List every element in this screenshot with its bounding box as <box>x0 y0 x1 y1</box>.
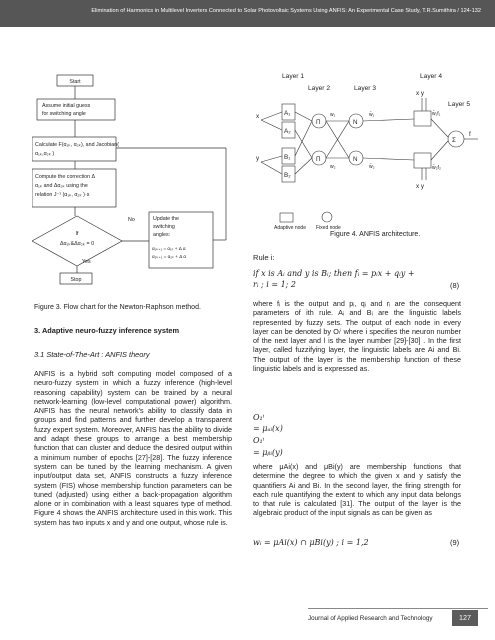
update-line2: switching <box>153 224 175 230</box>
wf2-label: w̄₂f₂ <box>432 165 441 171</box>
layer2-label: Layer 2 <box>308 85 330 92</box>
page-footer <box>300 608 495 627</box>
correction-line1: Compute the correction Δ <box>35 174 96 180</box>
node-b2: B₂ <box>284 172 291 179</box>
equation-9: wᵢ = μAi(x) ∩ μBi(y) ; i = 1,2 <box>253 538 369 547</box>
figure3-caption: Figure 3. Flow chart for the Newton-Raphson method. <box>34 304 201 311</box>
rule-equation-line1: if x is Aᵢ and y is Bᵢ; then fᵢ = pᵢx + qᵢy + <box>253 269 415 278</box>
page-number: 127 <box>452 610 478 626</box>
anfis-architecture-diagram <box>252 70 480 230</box>
eq-mu-b: = μᵦᵢ(y) <box>253 448 283 457</box>
update-line4: α₁ₖ₊₁ = α₁ₖ + Δ α <box>152 246 186 251</box>
update-line3: angles: <box>153 232 171 238</box>
calculate-line2: α₁ₖ,α₂ₖ ) <box>35 151 55 157</box>
wf1-label: w̄₁f₁ <box>432 111 441 117</box>
layer5-label: Layer 5 <box>448 101 470 108</box>
yes-label: Yes <box>82 259 91 265</box>
rule-equation-line2: rᵢ ; i = 1; 2 <box>253 280 296 289</box>
w2-label: w₂ <box>330 164 336 170</box>
newton-raphson-flowchart <box>32 70 232 292</box>
stop-label: Stop <box>70 277 82 283</box>
no-label: No <box>128 217 135 223</box>
membership-paragraph: where fᵢ is the output and pᵢ, qᵢ and rᵢ are the consequent parameters of ith rule. Aᵢ and Bᵢ are the linguistic labels represented by fuzzy sets. The output of each node in every layer can be denoted by Oₗⁱ where i specifies the neuron number of the next layer and l is the layer number [29]-[30] . In the first layer, called fuzzifying layer, the linguistic labels are Ai and Bi. The output of the layer is the membership function of these linguistic labels and is expressed as. <box>253 299 461 374</box>
n-node-2: N <box>353 156 358 163</box>
xy-bottom: x y <box>416 183 425 190</box>
pi-node-1: Π <box>316 119 321 126</box>
node-a2: A₂ <box>284 128 291 135</box>
journal-name: Journal of Applied Research and Technology <box>308 615 433 622</box>
legend-adaptive: Adaptive node <box>274 225 306 230</box>
figure4-caption: Figure 4. ANFIS architecture. <box>330 231 421 238</box>
initial-guess-line2: for switching angle <box>42 111 86 117</box>
input-y: y <box>256 155 260 162</box>
right-body-1 <box>253 299 461 373</box>
rule-label: Rule i: <box>253 253 275 262</box>
initial-guess-line1: Assume initial guess <box>42 103 91 109</box>
anfis-paragraph: ANFIS is a hybrid soft computing model composed of a neuro-fuzzy system in which a fuzzy inference (high-level reasoning capability) system can be trained by a neural network-learning (low-level computational power) algorithm. ANFIS has the neural network’s ability to classify data in groups and find patterns and further develop a transparent fuzzy expert system. Moreover, ANFIS has the ability to divide and adapt these groups to arrange a best membership function that can cluster and deduce the desired output within a minimum number of epochs [27]-[28]. The fuzzy inference system can be tuned by the learning mechanism. A given input/output data set, ANFIS constructs a fuzzy inference system (FIS) whose membership function parameters can be tuned (adjusted) using either a back-propagation algorithm alone or in combination with a least squares type of method. Figure 4 shows the ANFIS architecture used in this work. This system has two inputs x and y and one output, whose rule is. <box>34 369 232 527</box>
start-label: Start <box>69 79 81 85</box>
input-x: x <box>256 113 260 120</box>
running-header <box>0 0 495 27</box>
output-f: f <box>469 131 471 138</box>
right-body-2 <box>253 462 461 518</box>
node-a1: A₁ <box>284 110 291 117</box>
n-node-1: N <box>353 119 358 126</box>
update-line5: α₂ₖ₊₁ = α₂ₖ + Δ α <box>152 254 186 259</box>
decision-line2: Δα₁ₖ&Δα₂ₖ = 0 <box>59 241 95 247</box>
firing-strength-paragraph: where μAi(x) and μBi(y) are membership functions that determine the degree to which the given x and y satisfy the quantifiers Ai and Bi. In the second layer, the firing strength for each rule quantifying the extent to which any input data belongs to that rule is calculated [31]. The output of the layer is the algebraic product of the input signals as can be given as <box>253 462 461 518</box>
wbar1-label: w̄₁ <box>369 112 375 118</box>
eq-mu-a: = μₐᵢ(x) <box>253 424 283 433</box>
subsection-heading: 3.1 State-of-The-Art : ANFIS theory <box>34 350 150 359</box>
pi-node-2: Π <box>316 156 321 163</box>
left-body <box>34 369 232 527</box>
w1-label: w₁ <box>330 112 336 118</box>
running-title: Elimination of Harmonics in Multilevel Inverters Connected to Solar Photovoltaic Systems Using ANFIS: An Experimental Case Study, T.R.Sumithira / 124-132 <box>91 8 481 14</box>
legend-fixed: Fixed node <box>316 225 341 230</box>
xy-top: x y <box>416 90 425 97</box>
layer4-label: Layer 4 <box>420 73 442 80</box>
correction-line3: relation J⁻¹ (α₁ₖ, α₂ₖ )·s <box>35 192 90 198</box>
decision-line1: If <box>75 231 79 237</box>
eq-o1-b: O₁ⁱ <box>253 436 265 445</box>
equation-number-9: (9) <box>450 538 460 547</box>
update-line1: Update the <box>153 216 179 222</box>
eq-o1-a: O₁ⁱ <box>253 413 265 422</box>
calculate-line1: Calculate F(α₁ₖ, α₂ₖ), and Jacobian( <box>35 142 119 148</box>
sigma-node: Σ <box>452 137 456 144</box>
section-heading: 3. Adaptive neuro-fuzzy inference system <box>34 326 180 335</box>
correction-line2: α₁ₖ and Δα₂ₖ using the <box>35 183 88 189</box>
wbar2-label: w̄₂ <box>369 164 375 170</box>
calculate-box <box>32 137 116 161</box>
footer-rule <box>308 608 488 609</box>
layer1-label: Layer 1 <box>282 73 304 80</box>
layer3-label: Layer 3 <box>354 85 376 92</box>
node-b1: B₁ <box>284 154 291 161</box>
equation-number-8: (8) <box>450 281 460 290</box>
